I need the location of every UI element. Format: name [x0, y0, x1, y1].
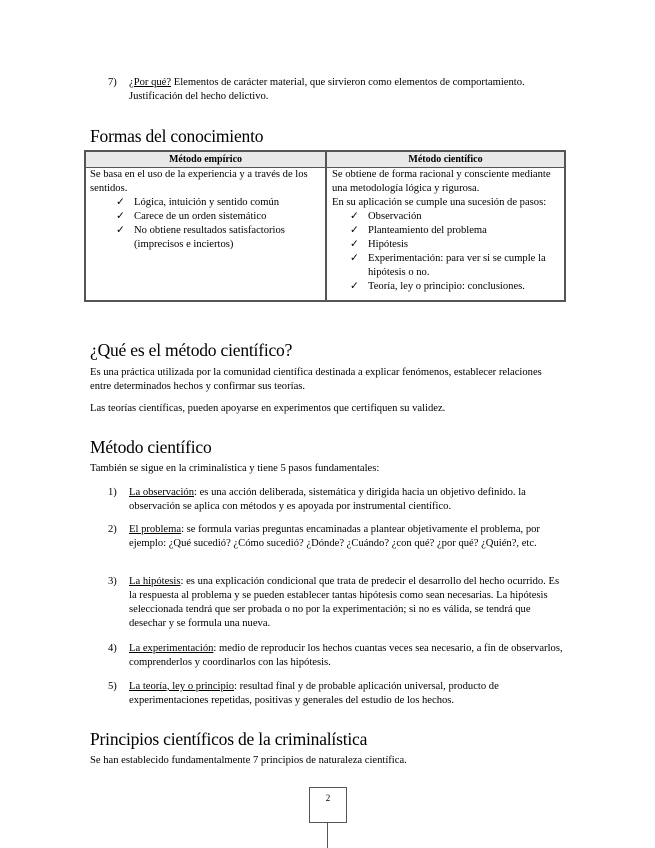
- cell-intro-2: En su aplicación se cumple una sucesión de pasos:: [332, 197, 547, 208]
- step-term: La hipótesis: [129, 576, 181, 587]
- cell-intro: Se basa en el uso de la experiencia y a través de los sentidos.: [90, 169, 308, 194]
- table-header-empirico: Método empírico: [86, 152, 325, 168]
- step-number: 4): [108, 643, 117, 654]
- step-number: 5): [108, 681, 117, 692]
- check-icon: ✓: [350, 225, 359, 236]
- check-icon: ✓: [350, 253, 359, 264]
- list-item-text: [129, 76, 549, 104]
- question-text: Elementos de carácter material, que sirvieron como elementos de comportamiento. Justificación del hecho delictivo.: [129, 77, 525, 102]
- step-term: La observación: [129, 487, 195, 498]
- check-icon: ✓: [116, 211, 125, 222]
- paragraph: Es una práctica utilizada por la comunidad científica destinada a explicar fenómenos, establecer relaciones entre determinados hechos y confirmar sus teorías.: [90, 367, 542, 392]
- check-list: [90, 196, 322, 252]
- step-term: El problema: [129, 524, 182, 535]
- list-item: ✓ Teoría, ley o principio: conclusiones.: [350, 281, 525, 292]
- list-item: ✓ Carece de un orden sistemático: [116, 211, 267, 222]
- section-heading-principios: Principios científicos de la criminalística: [90, 729, 368, 749]
- table-divider: [325, 152, 327, 300]
- paragraph: Las teorías científicas, pueden apoyarse en experimentos que certifiquen su validez.: [90, 403, 446, 414]
- list-item: ✓ Experimentación: para ver si se cumple la hipótesis o no.: [350, 253, 546, 278]
- list-item: ✓ Hipótesis: [350, 239, 409, 250]
- section-heading-formas: Formas del conocimiento: [90, 126, 264, 146]
- check-icon: ✓: [350, 239, 359, 250]
- section-heading-metodo: Método científico: [90, 437, 212, 457]
- check-list: [332, 210, 560, 294]
- list-item: ✓ Lógica, intuición y sentido común: [116, 197, 280, 208]
- paragraph: También se sigue en la criminalística y tiene 5 pasos fundamentales:: [90, 463, 380, 474]
- list-item: ✓ No obtiene resultados satisfactorios (imprecisos e inciertos): [116, 225, 285, 250]
- step-term: La experimentación: [129, 643, 214, 654]
- page-number: 2: [325, 793, 331, 803]
- step-term: La teoría, ley o principio: [129, 681, 235, 692]
- table-cell-cientifico: [332, 168, 560, 294]
- step-number: 1): [108, 487, 117, 498]
- comparison-table: [84, 150, 566, 302]
- question-term: ¿Por qué?: [129, 77, 172, 88]
- check-icon: ✓: [116, 197, 125, 208]
- list-item: ✓ Planteamiento del problema: [350, 225, 487, 236]
- cell-intro: Se obtiene de forma racional y consciente mediante una metodología lógica y rigurosa.: [332, 169, 551, 194]
- page-number-box: [309, 787, 347, 823]
- table-header-cientifico: Método científico: [327, 152, 564, 168]
- page-number-line: [327, 823, 328, 848]
- section-heading-que-es: ¿Qué es el método científico?: [90, 340, 293, 360]
- list-item: ✓ Observación: [350, 211, 422, 222]
- check-icon: ✓: [350, 281, 359, 292]
- check-icon: ✓: [116, 225, 125, 236]
- paragraph: Se han establecido fundamentalmente 7 principios de naturaleza científica.: [90, 755, 407, 766]
- step-number: 2): [108, 524, 117, 535]
- list-number: 7): [108, 77, 117, 88]
- step-number: 3): [108, 576, 117, 587]
- check-icon: ✓: [350, 211, 359, 222]
- table-cell-empirico: [90, 168, 322, 252]
